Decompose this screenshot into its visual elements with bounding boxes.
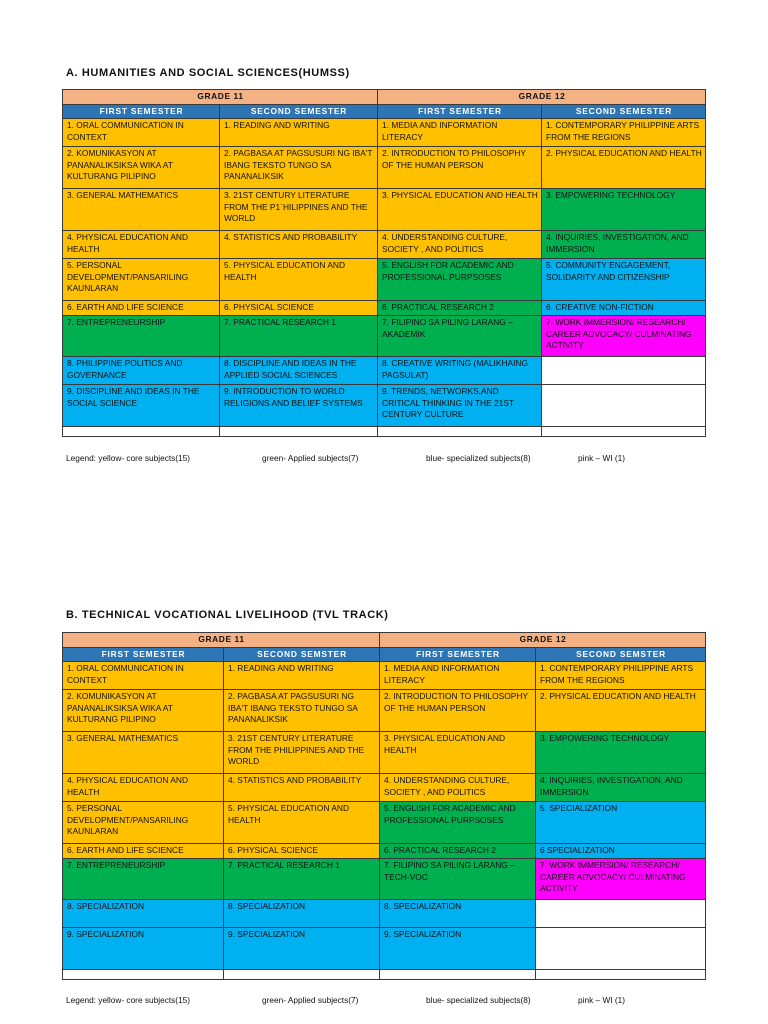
legend-core: Legend: yellow- core subjects(15) xyxy=(66,453,191,463)
semester-header: SECOND SEMSTER xyxy=(536,647,706,662)
table-row xyxy=(63,259,706,301)
subject-cell: 2. KOMUNIKASYON AT PANANALIKSIKSA WIKA AT KULTURANG PILIPINO xyxy=(63,690,224,732)
section-title-humss: A. HUMANITIES AND SOCIAL SCIENCES(HUMSS) xyxy=(66,67,350,79)
subject-cell: 6. EARTH AND LIFE SCIENCE xyxy=(63,301,220,316)
subject-cell: 3. PHYSICAL EDUCATION AND HEALTH xyxy=(378,189,542,231)
subject-cell: 2. INTRODUCTION TO PHILOSOPHY OF THE HUMAN PERSON xyxy=(378,147,542,189)
tvl-subject-rows xyxy=(63,662,706,980)
empty-cell xyxy=(542,357,706,385)
subject-cell: 7. PRACTICAL RESEARCH 1 xyxy=(224,859,380,900)
subject-cell: 6 SPECIALIZATION xyxy=(536,844,706,859)
subject-cell: 1. ORAL COMMUNICATION IN CONTEXT xyxy=(63,119,220,147)
legend-specialized: blue- specialized subjects(8) xyxy=(426,453,531,463)
semester-header: SECOND SEMSTER xyxy=(224,647,380,662)
semester-header: FIRST SEMESTER xyxy=(378,104,542,119)
subject-cell: 5. ENGLISH FOR ACADEMIC AND PROFESSIONAL PURPSOSES xyxy=(380,802,536,844)
subject-cell: 1. ORAL COMMUNICATION IN CONTEXT xyxy=(63,662,224,690)
table-row xyxy=(63,301,706,316)
tvl-schedule-table xyxy=(62,632,706,980)
semester-header: FIRST SEMESTER xyxy=(63,647,224,662)
table-row xyxy=(63,690,706,732)
subject-cell: 6. CREATIVE NON-FICTION xyxy=(542,301,706,316)
empty-cell xyxy=(542,427,706,437)
semester-header: FIRST SEMESTER xyxy=(380,647,536,662)
subject-cell: 1. READING AND WRITING xyxy=(224,662,380,690)
subject-cell: 9. TRENDS, NETWORKS,AND CRITICAL THINKING IN THE 21ST CENTURY CULTURE xyxy=(378,385,542,427)
humss-subject-rows xyxy=(63,119,706,437)
subject-cell: 7. WORK IMMERSION/ RESEARCH/ CAREER ADVOCACY/ CULMINATING ACTIVITY xyxy=(542,316,706,357)
grade-12-header: GRADE 12 xyxy=(378,90,706,105)
empty-cell xyxy=(536,900,706,928)
table-row xyxy=(63,231,706,259)
empty-cell xyxy=(220,427,378,437)
semester-header: SECOND SEMESTER xyxy=(220,104,378,119)
legend-applied: green- Applied subjects(7) xyxy=(262,453,359,463)
humss-schedule-table xyxy=(62,89,706,437)
subject-cell: 1. MEDIA AND INFORMATION LITERACY xyxy=(380,662,536,690)
subject-cell: 8. CREATIVE WRITING (MALIKHAING PAGSULAT) xyxy=(378,357,542,385)
subject-cell: 7. WORK IMMERSION/ RESEARCH/ CAREER ADVOCACY/ CULMINATING ACTIVITY xyxy=(536,859,706,900)
subject-cell: 5. PERSONAL DEVELOPMENT/PANSARILING KAUNLARAN xyxy=(63,802,224,844)
subject-cell: 5. ENGLISH FOR ACADEMIC AND PROFESSIONAL PURPSOSES xyxy=(378,259,542,301)
table-row xyxy=(63,119,706,147)
subject-cell: 6. EARTH AND LIFE SCIENCE xyxy=(63,844,224,859)
subject-cell: 9. SPECIALIZATION xyxy=(380,928,536,970)
table-row xyxy=(63,316,706,357)
subject-cell: 8. SPECIALIZATION xyxy=(224,900,380,928)
subject-cell: 5. PERSONAL DEVELOPMENT/PANSARILING KAUNLARAN xyxy=(63,259,220,301)
subject-cell: 5. SPECIALIZATION xyxy=(536,802,706,844)
subject-cell: 4. STATISTICS AND PROBABILITY xyxy=(224,774,380,802)
subject-cell: 3. PHYSICAL EDUCATION AND HEALTH xyxy=(380,732,536,774)
subject-cell: 4. UNDERSTANDING CULTURE, SOCIETY , AND POLITICS xyxy=(380,774,536,802)
humss-legend xyxy=(66,453,706,465)
empty-cell xyxy=(63,970,224,980)
legend-specialized: blue- specialized subjects(8) xyxy=(426,995,531,1005)
semester-header: SECOND SEMESTER xyxy=(542,104,706,119)
subject-cell: 3. EMPOWERING TECHNOLOGY xyxy=(542,189,706,231)
subject-cell: 3. 21ST CENTURY LITERATURE FROM THE P1`HILIPPINES AND THE WORLD xyxy=(220,189,378,231)
subject-cell: 7. ENTREPRENEURSHIP xyxy=(63,859,224,900)
subject-cell: 2. PHYSICAL EDUCATION AND HEALTH xyxy=(542,147,706,189)
subject-cell: 2. INTRODUCTION TO PHILOSOPHY OF THE HUMAN PERSON xyxy=(380,690,536,732)
grade-11-header: GRADE 11 xyxy=(63,90,378,105)
empty-cell xyxy=(380,970,536,980)
grade-12-header: GRADE 12 xyxy=(380,633,706,648)
subject-cell: 7. PRACTICAL RESEARCH 1 xyxy=(220,316,378,357)
empty-cell xyxy=(63,427,220,437)
subject-cell: 3. EMPOWERING TECHNOLOGY xyxy=(536,732,706,774)
subject-cell: 4. PHYSICAL EDUCATION AND HEALTH xyxy=(63,774,224,802)
subject-cell: 7. FILIPINO SA PILING LARANG – AKADEMIK xyxy=(378,316,542,357)
subject-cell: 6. PRACTICAL RESEARCH 2 xyxy=(378,301,542,316)
subject-cell: 9. SPECIALIZATION xyxy=(63,928,224,970)
subject-cell: 1. READING AND WRITING xyxy=(220,119,378,147)
grade-11-header: GRADE 11 xyxy=(63,633,380,648)
subject-cell: 6. PRACTICAL RESEARCH 2 xyxy=(380,844,536,859)
subject-cell: 6. PHYSICAL SCIENCE xyxy=(220,301,378,316)
subject-cell: 6. PHYSICAL SCIENCE xyxy=(224,844,380,859)
table-row xyxy=(63,928,706,970)
legend-wi: pink – WI (1) xyxy=(578,995,626,1005)
subject-cell: 1. CONTEMPORARY PHILIPPINE ARTS FROM THE REGIONS xyxy=(542,119,706,147)
subject-cell: 5. COMMUNITY ENGAGEMENT, SOLIDARITY AND CITIZENSHIP xyxy=(542,259,706,301)
subject-cell: 7. FILIPINO SA PILING LARANG – TECH-VOC xyxy=(380,859,536,900)
empty-cell xyxy=(378,427,542,437)
section-title-tvl: B. TECHNICAL VOCATIONAL LIVELIHOOD (TVL TRACK) xyxy=(66,609,389,621)
subject-cell: 2. KOMUNIKASYON AT PANANALIKSIKSA WIKA AT KULTURANG PILIPINO xyxy=(63,147,220,189)
table-row xyxy=(63,774,706,802)
table-row xyxy=(63,859,706,900)
subject-cell: 5. PHYSICAL EDUCATION AND HEALTH xyxy=(224,802,380,844)
legend-wi: pink – WI (1) xyxy=(578,453,626,463)
table-row xyxy=(63,662,706,690)
legend-applied: green- Applied subjects(7) xyxy=(262,995,359,1005)
table-row xyxy=(63,189,706,231)
subject-cell: 3. GENERAL MATHEMATICS xyxy=(63,732,224,774)
table-row xyxy=(63,357,706,385)
empty-cell xyxy=(542,385,706,427)
subject-cell: 8. SPECIALIZATION xyxy=(380,900,536,928)
subject-cell: 3. GENERAL MATHEMATICS xyxy=(63,189,220,231)
subject-cell: 4. PHYSICAL EDUCATION AND HEALTH xyxy=(63,231,220,259)
subject-cell: 4. INQUIRIES, INVESTIGATION, AND IMMERSION xyxy=(542,231,706,259)
table-row xyxy=(63,900,706,928)
subject-cell: 4. UNDERSTANDING CULTURE, SOCIETY , AND POLITICS xyxy=(378,231,542,259)
subject-cell: 8. SPECIALIZATION xyxy=(63,900,224,928)
table-row xyxy=(63,427,706,437)
subject-cell: 9. DISCIPLINE AND IDEAS IN THE SOCIAL SCIENCE xyxy=(63,385,220,427)
subject-cell: 5. PHYSICAL EDUCATION AND HEALTH xyxy=(220,259,378,301)
table-row xyxy=(63,385,706,427)
subject-cell: 9. INTRODUCTION TO WORLD RELIGIONS AND BELIEF SYSTEMS xyxy=(220,385,378,427)
subject-cell: 7. ENTREPRENEURSHIP xyxy=(63,316,220,357)
empty-cell xyxy=(224,970,380,980)
subject-cell: 4. STATISTICS AND PROBABILITY xyxy=(220,231,378,259)
subject-cell: 4. INQUIRIES, INVESTIGATION, AND IMMERSION xyxy=(536,774,706,802)
subject-cell: 2. PAGBASA AT PAGSUSURI NG IBA'T IBANG TEKSTO TUNGO SA PANANALIKSIK xyxy=(220,147,378,189)
table-row xyxy=(63,970,706,980)
table-row xyxy=(63,147,706,189)
semester-header: FIRST SEMESTER xyxy=(63,104,220,119)
subject-cell: 3. 21ST CENTURY LITERATURE FROM THE PHILIPPINES AND THE WORLD xyxy=(224,732,380,774)
subject-cell: 8. DISCIPLINE AND IDEAS IN THE APPLIED SOCIAL SCIENCES xyxy=(220,357,378,385)
tvl-legend xyxy=(66,995,706,1007)
legend-core: Legend: yellow- core subjects(15) xyxy=(66,995,191,1005)
subject-cell: 2. PAGBASA AT PAGSUSURI NG IBA'T IBANG TEKSTO TUNGO SA PANANALIKSIK xyxy=(224,690,380,732)
table-row xyxy=(63,844,706,859)
subject-cell: 8. PHILIPPINE POLITICS AND GOVERNANCE xyxy=(63,357,220,385)
empty-cell xyxy=(536,928,706,970)
subject-cell: 9. SPECIALIZATION xyxy=(224,928,380,970)
subject-cell: 1. MEDIA AND INFORMATION LITERACY xyxy=(378,119,542,147)
empty-cell xyxy=(536,970,706,980)
subject-cell: 2. PHYSICAL EDUCATION AND HEALTH xyxy=(536,690,706,732)
table-row xyxy=(63,802,706,844)
subject-cell: 1. CONTEMPORARY PHILIPPINE ARTS FROM THE REGIONS xyxy=(536,662,706,690)
table-row xyxy=(63,732,706,774)
